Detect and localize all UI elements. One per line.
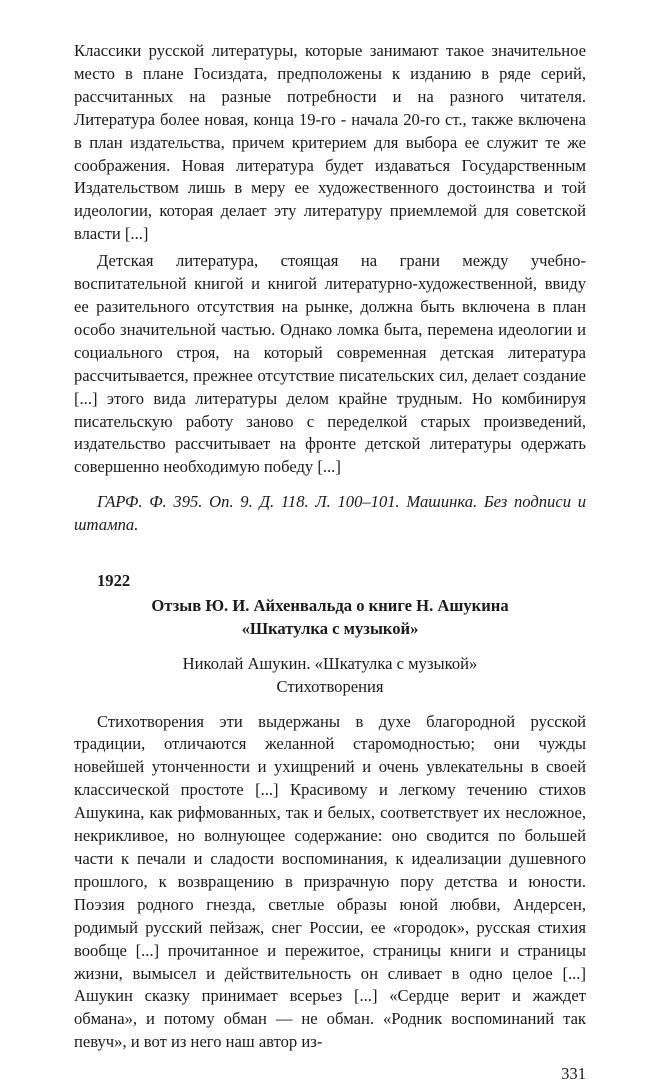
- section-year: 1922: [97, 571, 131, 591]
- page-content: [74, 40, 586, 1086]
- book-heading-line-2: Стихотворения: [276, 676, 384, 696]
- section-title: [74, 595, 586, 641]
- page-number: 331: [561, 1064, 586, 1084]
- review-paragraph: Стихотворения эти выдержаны в духе благородной русской традиции, отличаются желанной старомодностью; они чужды новейшей утонченности и ухищрений и очень увлекательны в своей классической простоте [...] Красивому и легкому течению стихов Ашукина, как рифмованных, так и белых, соответствует их несложное, некрикливое, но волнующее содержание: оно сводится по большей части к печали и сладости воспоминания, к идеализации душевного прошлого, к возвращению в призрачную пору детства и юности. Поэзия родного гнезда, светлые образы юной любви, Андерсен, родимый русский пейзаж, снег России, ее «городок», русская стихия вообще [...] прочитанное и пережитое, страницы книги и страницы жизни, вымысел и действительность он сливает в одно целое [...] Ашукин сказку принимает всерьез [...] «Сердце верит и жаждет обмана», и потому обман — не обман. «Родник воспоминаний так певуч», и вот из него наш автор из-: [74, 711, 586, 1052]
- archive-source-note: ГАРФ. Ф. 395. Оп. 9. Д. 118. Л. 100–101. Машинка. Без подписи и штампа.: [74, 492, 586, 535]
- section-title-line-1: Отзыв Ю. И. Айхенвальда о книге Н. Ашукина: [151, 595, 509, 615]
- book-heading: [74, 653, 586, 699]
- book-heading-line-1: Николай Ашукин. «Шкатулка с музыкой»: [182, 653, 478, 673]
- children-literature-paragraph: Детская литература, стоящая на грани между учебно-воспитательной книгой и книгой литературно-художественной, ввиду ее разительного отсутствия на рынке, должна быть включена в план особо значительной частью. Однако ломка быта, перемена идеологии и социального строя, на который современная детская литература рассчитывается, прежнее отсутствие писательских сил, делает создание [...] этого вида литературы делом крайне трудным. Но комбинируя писательскую работу заново с переделкой старых произведений, издательство рассчитывает на фронте детской литературы одержать совершенно необходимую победу [...]: [74, 251, 586, 477]
- intro-paragraph: Классики русской литературы, которые занимают такое значительное место в плане Госиздата, предположены к изданию в ряде серий, рассчитанных на разные потребности и на разного читателя. Литература более новая, конца 19-го - начала 20-го ст., также включена в план издательства, причем критерием для выбора ее служит те же соображения. Новая литература будет издаваться Государственным Издательством лишь в меру ее художественного достоинства и той идеологии, которая делает эту литературу приемлемой для советской власти [...]: [74, 41, 586, 244]
- section-title-line-2: «Шкатулка с музыкой»: [241, 618, 419, 638]
